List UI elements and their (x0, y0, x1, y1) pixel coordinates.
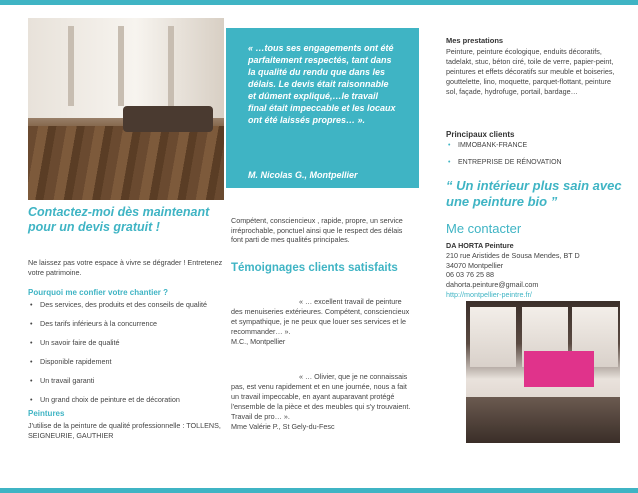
city-address: 34070 Montpellier (446, 260, 504, 270)
prestations-heading: Mes prestations (446, 36, 504, 45)
website-link[interactable]: http://montpellier-peintre.fr/ (446, 289, 532, 299)
peintures-text: J'utilise de la peinture de qualité professionnelle : TOLLENS, SEIGNEURIE, GAUTHIER (28, 421, 221, 440)
quote-text: « …tous ses engagements ont été parfaitement respectés, tant dans la qualité du rendu que dans les délais. Le devis était raisonnable et dûment expliqué,…le travail final était impeccable et les locaux ont été laissés propres… ». (248, 43, 396, 125)
testimonial-2 (231, 372, 413, 432)
peintures-heading: Peintures (28, 409, 65, 418)
bottom-accent-bar (0, 488, 638, 493)
why-heading: Pourquoi me confier votre chantier ? (28, 288, 169, 297)
list-item: • Disponible rapidement (28, 357, 228, 367)
list-item: • Un grand choix de peinture et de décoration (28, 395, 228, 405)
testimonial-2-text: « … Olivier, que je ne connaissais pas, est venu rapidement et en une journée, nous a fait un travail impeccable, en ayant auparavant protégé l'ensemble de la pièce et des meubles qui s'y trouvaient. Travail de pro… ». (231, 372, 411, 421)
slogan: “ Un intérieur plus sain avec une peinture bio ” (446, 178, 622, 209)
testimonial-2-author: Mme Valérie P., St Gely-du-Fesc (231, 422, 335, 431)
email-link[interactable]: dahorta.peinture@gmail.com (446, 280, 539, 290)
top-accent-bar (0, 0, 638, 5)
reasons-list (28, 300, 228, 414)
testimonial-1-text: « … excellent travail de peinture des menuiseries extérieures. Compétent, consciencieux et sympathique, je ne peux que louer ses services et le recommander… ». (231, 297, 410, 336)
testimonial-quote-box (226, 28, 419, 188)
list-item: • Des tarifs inférieurs à la concurrence (28, 319, 228, 329)
testimonial-1-author: M.C., Montpellier (231, 337, 286, 346)
list-item: • Un savoir faire de qualité (28, 338, 228, 348)
shop-interior-photo (466, 301, 620, 443)
clients-list (446, 141, 562, 175)
contact-details (446, 241, 626, 300)
list-item: • Un travail garanti (28, 376, 228, 386)
qualities-text: Compétent, consciencieux , rapide, propre, un service irréprochable, ponctuel ainsi que le respect des délais font parti de mes qualités principales. (231, 216, 403, 245)
list-item: • IMMOBANK-FRANCE (446, 141, 562, 151)
list-item: • ENTREPRISE DE RÉNOVATION (446, 158, 562, 168)
living-room-photo (28, 18, 224, 200)
phone-number[interactable]: 06 03 76 25 88 (446, 270, 494, 280)
testimonial-1 (231, 297, 413, 347)
clients-heading: Principaux clients (446, 130, 515, 139)
intro-text: Ne laissez pas votre espace à vivre se dégrader ! Entretenez votre patrimoine. (28, 258, 223, 277)
street-address: 210 rue Aristides de Sousa Mendes, BT D (446, 250, 580, 260)
prestations-text: Peinture, peinture écologique, enduits décoratifs, tadelakt, stuc, béton ciré, toile de verre, papier-peint, peintures et effets décoratifs sur meuble et boiseries, gouttelette, lino, moquette, parquet-flottant, peinture sol, façade, hydrofuge, portail, bardage… (446, 47, 615, 96)
quote-author: M. Nicolas G., Montpellier (248, 170, 358, 180)
testimonials-heading: Témoignages clients satisfaits (231, 262, 398, 274)
contact-title: Me contacter (446, 221, 522, 236)
list-item: • Des services, des produits et des conseils de qualité (28, 300, 228, 310)
company-name: DA HORTA Peinture (446, 241, 514, 250)
contact-heading: Contactez-moi dès maintenant pour un devis gratuit ! (28, 205, 210, 234)
